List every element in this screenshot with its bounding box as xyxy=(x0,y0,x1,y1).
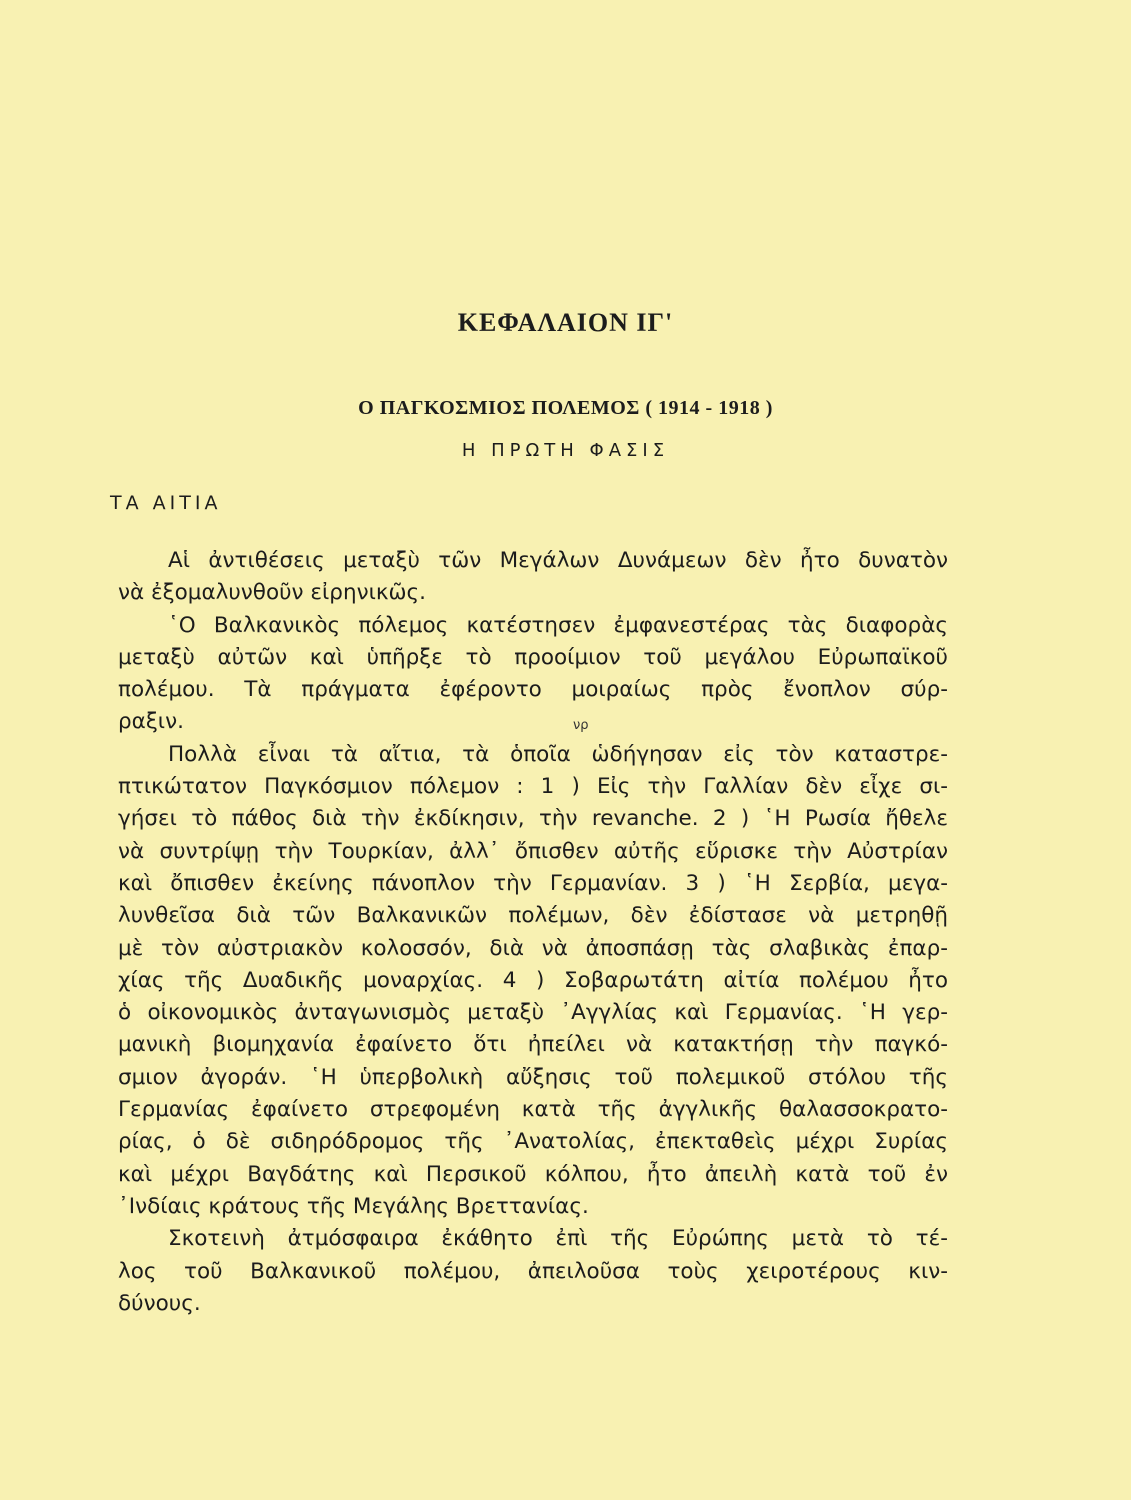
body-line: καὶ ὄπισθεν ἐκείνης πάνοπλον τὴν Γερμανίαν. 3 ) ῾Η Σερβία, μεγα- xyxy=(118,870,948,896)
body-line: πολέμου. Τὰ πράγματα ἐφέροντο μοιραίως πρὸς ἔνοπλον σύρ- xyxy=(118,677,948,703)
body-line: καὶ μέχρι Βαγδάτης καὶ Περσικοῦ κόλπου, ἦτο ἀπειλὴ κατὰ τοῦ ἐν xyxy=(118,1161,948,1187)
body-line: Σκοτεινὴ ἀτμόσφαιρα ἐκάθητο ἐπὶ τῆς Εὐρώπης μετὰ τὸ τέ- xyxy=(168,1226,948,1252)
body-line: μὲ τὸν αὐστριακὸν κολοσσόν, διὰ νὰ ἀποσπάσῃ τὰς σλαβικὰς ἐπαρ- xyxy=(118,935,948,961)
handwritten-annotation: νρ xyxy=(573,718,589,733)
body-line: ᾿Ινδίαις κράτους τῆς Μεγάλης Βρεττανίας. xyxy=(118,1193,589,1219)
body-line: ραξιν. xyxy=(118,709,184,735)
body-line: πτικώτατον Παγκόσμιον πόλεμον : 1 ) Εἰς τὴν Γαλλίαν δὲν εἶχε σι- xyxy=(118,774,948,800)
body-line: δύνους. xyxy=(118,1290,201,1316)
section-heading: ΤΑ ΑΙΤΙΑ xyxy=(110,492,222,514)
body-line: ῾Ο Βαλκανικὸς πόλεμος κατέστησεν ἐμφανεστέρας τὰς διαφορὰς xyxy=(168,612,948,638)
body-text xyxy=(118,545,948,1320)
phase-heading: Η ΠΡΩΤΗ ΦΑΣΙΣ xyxy=(461,440,670,461)
body-line: λυνθεῖσα διὰ τῶν Βαλκανικῶν πολέμων, δὲν ἐδίστασε νὰ μετρηθῇ xyxy=(118,903,948,929)
body-line: μανικὴ βιομηχανία ἐφαίνετο ὅτι ἠπείλει νὰ κατακτήσῃ τὴν παγκό- xyxy=(118,1032,948,1058)
body-line: νὰ συντρίψῃ τὴν Τουρκίαν, ἀλλ᾽ ὄπισθεν αὐτῆς εὕρισκε τὴν Αὐστρίαν xyxy=(118,838,948,864)
body-line: Γερμανίας ἐφαίνετο στρεφομένη κατὰ τῆς ἀγγλικῆς θαλασσοκρατο- xyxy=(118,1097,948,1123)
body-line: χίας τῆς Δυαδικῆς μοναρχίας. 4 ) Σοβαρωτάτη αἰτία πολέμου ἦτο xyxy=(118,967,948,993)
chapter-title: ΚΕΦΑΛΑΙΟΝ ΙΓ' xyxy=(457,308,674,337)
body-line: νὰ ἐξομαλυνθοῦν εἰρηνικῶς. xyxy=(118,580,426,606)
chapter-subtitle: Ο ΠΑΓΚΟΣΜΙΟΣ ΠΟΛΕΜΟΣ ( 1914 - 1918 ) xyxy=(358,397,773,419)
body-line: Αἱ ἀντιθέσεις μεταξὺ τῶν Μεγάλων Δυνάμεων δὲν ἦτο δυνατὸν xyxy=(168,548,948,573)
body-line: μεταξὺ αὐτῶν καὶ ὑπῆρξε τὸ προοίμιον τοῦ μεγάλου Εὐρωπαϊκοῦ xyxy=(118,644,948,670)
body-line: λος τοῦ Βαλκανικοῦ πολέμου, ἀπειλοῦσα τοὺς χειροτέρους κιν- xyxy=(118,1258,948,1284)
body-line: Πολλὰ εἶναι τὰ αἴτια, τὰ ὁποῖα ὡδήγησαν εἰς τὸν καταστρε- xyxy=(168,741,948,767)
body-line: σμιον ἀγοράν. ῾Η ὑπερβολικὴ αὔξησις τοῦ πολεμικοῦ στόλου τῆς xyxy=(118,1064,948,1090)
body-line: ρίας, ὁ δὲ σιδηρόδρομος τῆς ᾿Ανατολίας, ἐπεκταθεὶς μέχρι Συρίας xyxy=(118,1129,948,1155)
body-line: γήσει τὸ πάθος διὰ τὴν ἐκδίκησιν, τὴν revanche. 2 ) ῾Η Ρωσία ἤθελε xyxy=(118,806,948,832)
body-line: ὁ οἰκονομικὸς ἀνταγωνισμὸς μεταξὺ ᾿Αγγλίας καὶ Γερμανίας. ῾Η γερ- xyxy=(118,1000,948,1026)
